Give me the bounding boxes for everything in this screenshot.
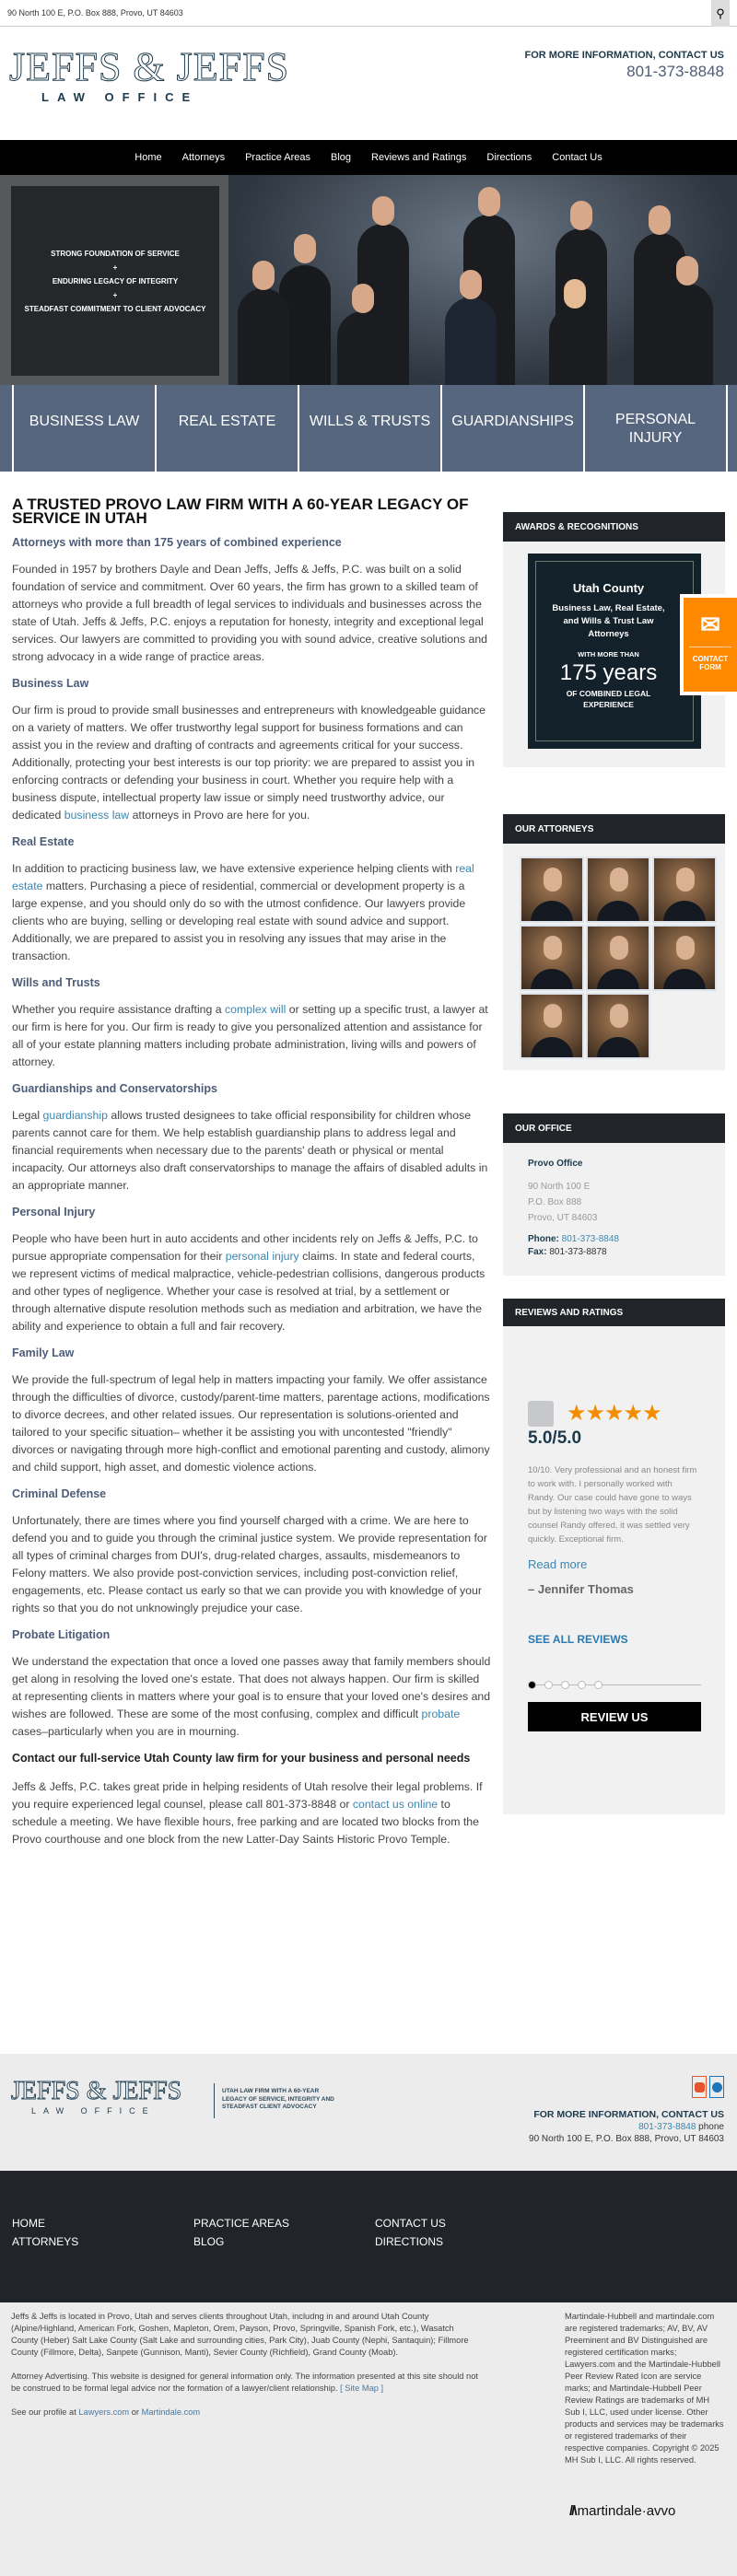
footer-legal xyxy=(0,2302,737,2576)
review-us-button[interactable]: REVIEW US xyxy=(528,1702,701,1731)
disclaimer xyxy=(11,2371,481,2395)
nav-reviews[interactable]: Reviews and Ratings xyxy=(371,152,467,163)
footer-phone-link[interactable]: 801-373-8848 xyxy=(638,2122,696,2132)
carousel-dot[interactable] xyxy=(528,1681,536,1689)
reviews-widget xyxy=(503,1299,725,1814)
search-button[interactable] xyxy=(711,0,730,27)
awards-heading: AWARDS & RECOGNITIONS xyxy=(503,512,725,542)
disclaimer-text: Attorney Advertising. This website is designed for general information only. The information presented at this site should not be construed to be formal legal advice nor the formation of a lawyer/client relationship. xyxy=(11,2372,478,2393)
logo-text: martindale·avvo xyxy=(577,2503,676,2519)
contact-online-link[interactable]: contact us online xyxy=(352,1798,439,1811)
google-maps-icon xyxy=(528,1401,554,1427)
trademark-notice: Martindale-Hubbell and martindale.com are registered trademarks; AV, BV, AV Preeminent and BV Distinguished are registered certification marks; Lawyers.com and the Martindale-Hubbell Peer Review Rated Icon are service marks; and Martindale-Hubbell Peer Review Ratings are trademarks of MH Sub I, LLC, used under license. Other products and services may be trademarks or registered trademarks of their respective companies. Copyright © 2025 MH Sub I, LLC. All rights reserved. xyxy=(565,2312,724,2465)
tile-real-estate[interactable]: REAL ESTATE xyxy=(157,385,298,472)
contact-form-tab[interactable] xyxy=(680,594,737,695)
section-paragraph xyxy=(12,860,491,965)
reviews-heading: REVIEWS AND RATINGS xyxy=(503,1299,725,1326)
footer-nav-contact[interactable]: CONTACT US xyxy=(375,2217,446,2230)
social-icon[interactable] xyxy=(709,2076,724,2098)
footer-logo-sub: LAW OFFICE xyxy=(31,2106,156,2116)
footer-address: 90 North 100 E, P.O. Box 888, Provo, UT 84603 xyxy=(529,2134,724,2144)
hero xyxy=(0,175,737,385)
text: attorneys in Provo are here for you. xyxy=(129,809,310,822)
text: We understand the expectation that once a loved one passes away that family members should get along in resolving the loved one's estate. That does not always happen. Our firm is skilled at representing clients in matters where your goal is to ensure that your loved one's desires and wishes are followed. These are some of the most confusing, complex and difficult xyxy=(12,1655,491,1720)
nav-attorneys[interactable]: Attorneys xyxy=(181,152,226,163)
contact-paragraph xyxy=(12,1778,491,1848)
text: or xyxy=(129,2407,142,2417)
text: In addition to practicing business law, we have extensive experience helping clients with xyxy=(12,862,456,875)
star-icon: ★ xyxy=(623,1401,643,1426)
attorney-photo[interactable] xyxy=(520,925,584,991)
header-phone[interactable]: 801-373-8848 xyxy=(626,63,724,80)
carousel-dot[interactable] xyxy=(594,1681,602,1689)
tile-personal-injury[interactable]: PERSONAL INJURY xyxy=(585,385,726,472)
section-heading: Personal Injury xyxy=(12,1206,96,1218)
contact-heading: Contact our full-service Utah County law firm for your business and personal needs xyxy=(12,1752,471,1765)
main-nav xyxy=(0,140,737,175)
star-icon: ★ xyxy=(585,1401,605,1426)
award-with: WITH MORE THAN xyxy=(578,650,639,659)
footer-nav-attorneys[interactable]: ATTORNEYS xyxy=(12,2235,79,2248)
section-paragraph xyxy=(12,1001,491,1071)
nav-contact[interactable]: Contact Us xyxy=(552,152,602,163)
main-content xyxy=(12,497,491,1858)
section-heading: Family Law xyxy=(12,1346,75,1359)
tile-edge xyxy=(0,385,12,472)
practice-link[interactable]: personal injury xyxy=(225,1250,299,1263)
footer-top xyxy=(0,2054,737,2171)
text: Whether you require assistance drafting a xyxy=(12,1003,226,1016)
tile-business-law[interactable]: BUSINESS LAW xyxy=(14,385,155,472)
hero-line: ENDURING LEGACY OF INTEGRITY xyxy=(52,276,179,286)
martindale-avvo-logo[interactable]: //\ martindale·avvo xyxy=(569,2503,676,2519)
hero-message-panel xyxy=(0,175,228,385)
attorneys-heading: OUR ATTORNEYS xyxy=(503,814,725,844)
tile-edge xyxy=(728,385,737,472)
text: or setting up a specific trust, a lawyer at our firm is here for you. Our firm is ready to give you personalized attention and assistance for all of your estate planning matters including probate administration, living wills and powers of attorney. xyxy=(12,1003,488,1068)
office-address: 90 North 100 E xyxy=(528,1182,591,1192)
star-rating xyxy=(567,1400,661,1427)
hero-line: STRONG FOUNDATION OF SERVICE xyxy=(51,249,180,258)
logo[interactable] xyxy=(9,43,289,104)
section-paragraph xyxy=(12,1230,491,1335)
office-address: Provo, UT 84603 xyxy=(528,1213,598,1223)
footer-logo-text: JEFFS & JEFFS xyxy=(11,2077,182,2105)
nav-blog[interactable]: Blog xyxy=(331,152,352,163)
text: matters. Purchasing a piece of residential, commercial or development property is a large expense, and you should only do so with the utmost confidence. Our lawyers provide clients who are buying, selling or developing real estate with sound advice and support. Additionally, we are prepared to assist you in resolving any issues that may arise in the transaction. xyxy=(12,880,466,962)
top-address: 90 North 100 E, P.O. Box 888, Provo, UT 84603 xyxy=(7,8,183,17)
nav-practice-areas[interactable]: Practice Areas xyxy=(245,152,311,163)
footer-nav-blog[interactable]: BLOG xyxy=(193,2235,225,2248)
contact-label: FOR MORE INFORMATION, CONTACT US xyxy=(524,50,724,61)
hero-line: STEADFAST COMMITMENT TO CLIENT ADVOCACY xyxy=(24,304,206,313)
text: Jeffs & Jeffs, P.C. takes great pride in helping residents of Utah resolve their legal problems. If you require experienced legal counsel, please call 801-373-8848 or xyxy=(12,1780,483,1811)
rating-score: 5.0/5.0 xyxy=(528,1428,582,1448)
attorney-photo[interactable] xyxy=(652,857,717,923)
footer-tagline: UTAH LAW FIRM WITH A 60-YEAR LEGACY OF SERVICE, INTEGRITY AND STEADFAST CLIENT ADVOCACY xyxy=(222,2088,334,2110)
award-combined: OF COMBINED LEGAL EXPERIENCE xyxy=(566,689,651,709)
star-icon: ★ xyxy=(604,1401,624,1426)
footer-nav-directions[interactable]: DIRECTIONS xyxy=(375,2235,444,2248)
search-icon: ⚲ xyxy=(716,6,725,20)
team-photo xyxy=(228,175,737,385)
text: People who have been hurt in auto accidents and other incidents rely on Jeffs & Jeffs, P.C. to pursue appropriate compensation for their xyxy=(12,1232,478,1263)
hero-plus: + xyxy=(112,262,118,272)
read-more-link[interactable]: Read more xyxy=(528,1557,588,1571)
site-map-link[interactable]: [ Site Map ] xyxy=(340,2384,384,2393)
award-county: Utah County xyxy=(572,581,645,595)
text: See our profile at xyxy=(11,2407,79,2417)
practice-link[interactable]: complex will xyxy=(225,1003,287,1016)
logo-text: JEFFS & JEFFS xyxy=(9,44,290,89)
office-fax: 801-373-8878 xyxy=(549,1247,607,1257)
footer-nav xyxy=(0,2171,737,2302)
attorney-photo[interactable] xyxy=(586,857,650,923)
star-icon: ★ xyxy=(567,1401,586,1426)
text: allows trusted designees to take official responsibility for children whose parents cannot care for them. We help establish guardianship plans to address legal and financial requirements when necessary due to the parents' death or physical or mental incapacity. Our attorneys also draft conservatorships to manage the affairs of disabled adults in an appropriate manner. xyxy=(12,1109,488,1192)
section-heading: Criminal Defense xyxy=(12,1487,107,1500)
office-address: P.O. Box 888 xyxy=(528,1197,582,1207)
logo-subtext: LAW OFFICE xyxy=(41,90,199,104)
carousel-dot[interactable] xyxy=(578,1681,586,1689)
carousel-dots xyxy=(528,1684,701,1685)
attorney-photo[interactable] xyxy=(586,993,650,1059)
section-paragraph xyxy=(12,1512,491,1617)
envelope-icon: ✉ xyxy=(700,611,720,638)
header xyxy=(0,27,737,140)
text: Our firm is proud to provide small businesses and entrepreneurs with knowledgeable guidance on a variety of matters. We offer trustworthy legal support for business formations and can assist you in the review and drafting of contracts and agreements critical for your success. Additionally, protecting your best interests is our top priority: we are prepared to assist you in enforcing contracts or defending your business in court. Whether you require help with a business dispute, intellectual property law issue or simply need trustworthy advice, our dedicated xyxy=(12,704,486,822)
text: Unfortunately, there are times where you find yourself charged with a crime. We are here to defend you and to guide you through the criminal justice system. We provide representation for all types of criminal charges from DUI's, drug-related charges, assaults, misdemeanors to Felony matters. We also provide post-conviction services, including post-conviction relief, engagements, etc. Please contact us early so that we can provide you with knowledge of your rights so that you do not unknowingly prejudice your case. xyxy=(12,1514,487,1614)
fax-label: Fax: xyxy=(528,1247,547,1257)
practice-link[interactable]: real estate xyxy=(12,862,474,892)
text: to schedule a meeting. We have flexible hours, free parking and are located two blocks from the Provo courthouse and one block from the new Latter-Day Saints Historic Provo Temple. xyxy=(12,1798,479,1846)
contact-form-label: CONTACT FORM xyxy=(692,655,729,671)
phone-suffix: phone xyxy=(696,2122,724,2132)
section-heading: Wills and Trusts xyxy=(12,976,100,989)
office-phone-link[interactable]: 801-373-8848 xyxy=(561,1234,619,1244)
see-all-reviews-link[interactable]: SEE ALL REVIEWS xyxy=(528,1633,628,1646)
subtitle: Attorneys with more than 175 years of combined experience xyxy=(12,536,342,549)
profile-text xyxy=(11,2407,481,2419)
office-widget xyxy=(503,1113,725,1276)
award-badge xyxy=(528,554,701,749)
text: Legal xyxy=(12,1109,43,1122)
intro-paragraph: Founded in 1957 by brothers Dayle and Dean Jeffs, Jeffs & Jeffs, P.C. was built on a solid foundation of service and commitment. Over 60 years, the firm has grown to a skilled team of attorneys who provide a full breadth of legal services to individuals and businesses across the state of Utah. Jeffs & Jeffs, P.C. enjoys a reputation for honesty, integrity and exceptional legal services. Our lawyers are committed to providing you with sound advice, creative solutions and strong advocacy in a wide range of practice areas. xyxy=(12,563,488,663)
section-heading: Probate Litigation xyxy=(12,1628,111,1641)
nav-directions[interactable]: Directions xyxy=(486,152,532,163)
carousel-dot[interactable] xyxy=(561,1681,569,1689)
section-paragraph xyxy=(12,1653,491,1741)
office-heading: OUR OFFICE xyxy=(503,1113,725,1143)
section-heading: Real Estate xyxy=(12,835,75,848)
section-paragraph xyxy=(12,1371,491,1476)
service-areas-text: Jeffs & Jeffs is located in Provo, Utah and serves clients throughout Utah, includng in and around Utah County (Alpine/Highland, American Fork, Goshen, Mapleton, Orem, Payson, Provo, Springville, Spanish Fork, etc.), Wasatch County (Heber) Salt Lake County (Salt Lake and surrounding cities, Park City), Juab County (Nephi, Santaquin); Fillmore County (Fillmore, Delta), Sanpete (Gunnison, Manti), Sevier County (Richfield), Grand County (Moab). xyxy=(11,2312,469,2357)
page-title: A TRUSTED PROVO LAW FIRM WITH A 60-YEAR LEGACY OF SERVICE IN UTAH xyxy=(12,495,469,527)
header-contact xyxy=(524,50,724,81)
footer-contact-label: FOR MORE INFORMATION, CONTACT US xyxy=(533,2109,724,2120)
phone-label: Phone: xyxy=(528,1234,559,1244)
text: cases–particularly when you are in mourning. xyxy=(12,1725,240,1738)
section-heading: Business Law xyxy=(12,677,89,690)
social-icon[interactable] xyxy=(692,2076,707,2098)
practice-link[interactable]: business law xyxy=(64,809,130,822)
attorney-photo[interactable] xyxy=(520,993,584,1059)
lawyers-com-link[interactable]: Lawyers.com xyxy=(78,2407,130,2417)
practice-link[interactable]: probate xyxy=(421,1708,461,1720)
star-icon: ★ xyxy=(642,1401,661,1426)
review-text: 10/10. Very professional and an honest firm to work with. I personally worked with Randy. Our case could have gone to ways but by listening two ways with the solid counsel Randy offered, it was settled very quickly. Exceptional firm. xyxy=(528,1465,697,1544)
attorneys-widget xyxy=(503,814,725,1070)
attorney-photo[interactable] xyxy=(586,925,650,991)
tile-wills-trusts[interactable]: WILLS & TRUSTS xyxy=(299,385,440,472)
carousel-dot[interactable] xyxy=(544,1681,553,1689)
practice-link[interactable]: guardianship xyxy=(42,1109,108,1122)
attorney-photo[interactable] xyxy=(520,857,584,923)
top-bar xyxy=(0,0,737,27)
practice-tiles xyxy=(0,385,737,472)
text: claims. In state and federal courts, we represent victims of medical malpractice, vehicle-pedestrian collisions, dangerous products and other types of negligence. Whether your case is resolved at trial, by a settlement or through alternative dispute resolution methods such as mediation and arbitration, we have the ability and experience to obtain a full and fair recovery. xyxy=(12,1250,485,1333)
office-name: Provo Office xyxy=(528,1159,583,1169)
hero-plus: + xyxy=(112,290,118,299)
award-practice: Business Law, Real Estate, and Wills & Trust Law Attorneys xyxy=(552,603,665,639)
award-years: 175 years xyxy=(559,660,658,685)
attorney-photo[interactable] xyxy=(652,925,717,991)
tile-guardianships[interactable]: GUARDIANSHIPS xyxy=(442,385,583,472)
nav-home[interactable]: Home xyxy=(135,152,162,163)
section-heading: Guardianships and Conservatorships xyxy=(12,1082,217,1095)
text: We provide the full-spectrum of legal help in matters impacting your family. We offer assistance through the difficulties of divorce, custody/parent-time matters, parentage actions, modifications to divorce decrees, and other related issues. Our representation is solutions-oriented and tailored to your specific situation– whether it be assisting you with uncontested "friendly" divorces or navigating through more high-conflict and emotional parenting and custody, alimony and child support, high asset, and domestic violence actions. xyxy=(12,1373,490,1474)
section-paragraph xyxy=(12,1107,491,1195)
footer-nav-practice-areas[interactable]: PRACTICE AREAS xyxy=(193,2217,290,2230)
section-paragraph xyxy=(12,702,491,824)
footer-nav-home[interactable]: HOME xyxy=(12,2217,45,2230)
martindale-com-link[interactable]: Martindale.com xyxy=(141,2407,201,2417)
footer-logo[interactable] xyxy=(11,2077,181,2116)
review-author: – Jennifer Thomas xyxy=(528,1582,634,1596)
